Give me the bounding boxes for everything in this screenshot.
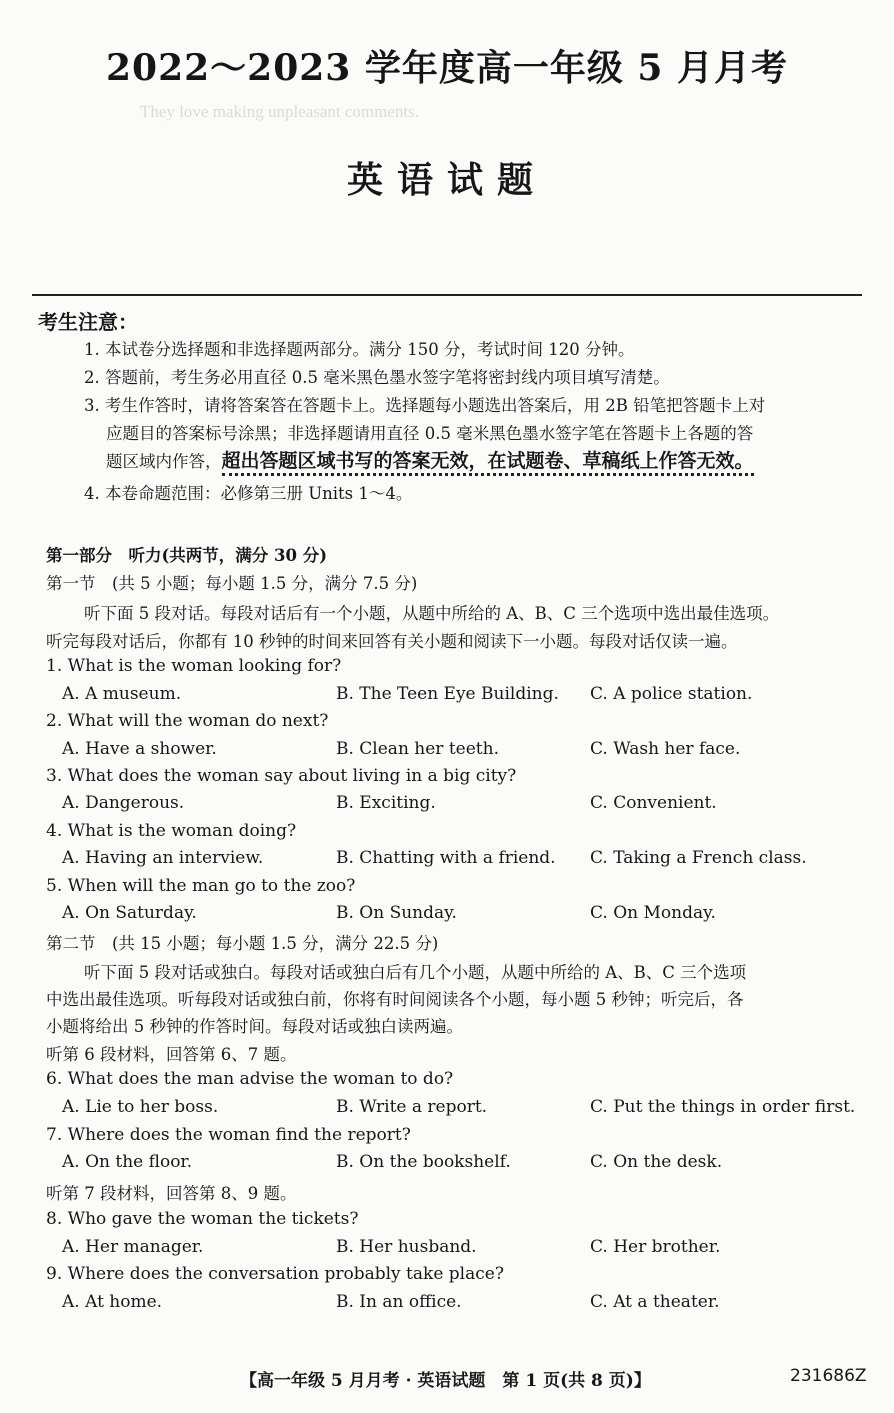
material-6-label: 听第 6 段材料，回答第 6、7 题。 [46,1045,297,1064]
question-1: 1. What is the woman looking for? [46,656,342,676]
question-7-option-c: C. On the desk. [590,1152,723,1172]
notice-item-4: 4. 本卷命题范围：必修第三册 Units 1～4。 [84,484,413,503]
notice-item-2: 2. 答题前，考生务必用直径 0.5 毫米黑色墨水签字笔将密封线内项目填写清楚。 [84,368,670,387]
page-subtitle: 英语试题 [346,159,547,201]
question-4-option-c: C. Taking a French class. [590,848,807,868]
question-7-option-b: B. On the bookshelf. [336,1152,511,1172]
question-7: 7. Where does the woman find the report? [46,1125,411,1145]
question-8-option-b: B. Her husband. [336,1237,477,1257]
question-6-option-b: B. Write a report. [336,1097,488,1117]
question-3-option-a: A. Dangerous. [62,793,185,813]
question-6: 6. What does the man advise the woman to do? [46,1069,454,1089]
question-2-option-b: B. Clean her teeth. [336,739,499,759]
question-5-option-a: A. On Saturday. [62,903,197,923]
question-8-option-a: A. Her manager. [62,1237,204,1257]
section1-instruction-1: 听下面 5 段对话。每段对话后有一个小题，从题中所给的 A、B、C 三个选项中选出最佳选项。 [84,604,780,623]
paper-code: 231686Z [790,1366,867,1386]
notice-item-3-cont: 应题目的答案标号涂黑；非选择题请用直径 0.5 毫米黑色墨水签字笔在答题卡上各题的答 [106,424,754,443]
part1-heading: 第一部分 听力(共两节，满分 30 分) [46,546,328,565]
material-7-label: 听第 7 段材料，回答第 8、9 题。 [46,1184,297,1203]
notice-emphasis [222,446,754,473]
question-2-option-a: A. Have a shower. [62,739,217,759]
emphasis-dots [222,473,754,476]
notice-emphasis-text: 超出答题区域书写的答案无效，在试题卷、草稿纸上作答无效。 [221,450,754,472]
section1-heading: 第一节 (共 5 小题；每小题 1.5 分，满分 7.5 分) [46,574,418,593]
section2-heading: 第二节 (共 15 小题；每小题 1.5 分，满分 22.5 分) [46,934,439,953]
notice-item-3-tail: 题区域内作答， [106,452,222,471]
section1-instruction-2: 听完每段对话后，你都有 10 秒钟的时间来回答有关小题和阅读下一小题。每段对话仅读一遍。 [46,632,738,651]
question-9: 9. Where does the conversation probably take place? [46,1264,504,1284]
page-title: 2022～2023 学年度高一年级 5 月月考 [105,47,789,89]
question-5: 5. When will the man go to the zoo? [46,876,356,896]
question-6-option-a: A. Lie to her boss. [62,1097,219,1117]
notice-item-3-end [106,446,754,473]
question-6-option-c: C. Put the things in order first. [590,1097,856,1117]
question-3-option-b: B. Exciting. [336,793,436,813]
question-4: 4. What is the woman doing? [46,821,297,841]
question-4-option-b: B. Chatting with a friend. [336,848,556,868]
question-2: 2. What will the woman do next? [46,711,329,731]
question-5-option-c: C. On Monday. [590,903,716,923]
question-9-option-b: B. In an office. [336,1292,462,1312]
notice-top-rule [32,294,862,296]
question-3: 3. What does the woman say about living in a big city? [46,766,517,786]
notice-heading: 考生注意： [38,310,138,334]
question-2-option-c: C. Wash her face. [590,739,741,759]
question-9-option-c: C. At a theater. [590,1292,720,1312]
question-7-option-a: A. On the floor. [62,1152,193,1172]
question-1-option-c: C. A police station. [590,684,753,704]
section2-instruction-3: 小题将给出 5 秒钟的作答时间。每段对话或独白读两遍。 [46,1017,463,1036]
question-8-option-c: C. Her brother. [590,1237,721,1257]
bleed-through-text: They love making unpleasant comments. [140,102,420,121]
notice-item-3: 3. 考生作答时，请将答案答在答题卡上。选择题每小题选出答案后，用 2B 铅笔把答题卡上对 [84,396,766,415]
question-1-option-a: A. A museum. [62,684,182,704]
question-1-option-b: B. The Teen Eye Building. [336,684,559,704]
question-5-option-b: B. On Sunday. [336,903,457,923]
question-3-option-c: C. Convenient. [590,793,717,813]
question-9-option-a: A. At home. [62,1292,163,1312]
notice-item-1: 1. 本试卷分选择题和非选择题两部分。满分 150 分，考试时间 120 分钟。 [84,340,635,359]
page-footer: 【高一年级 5 月月考 · 英语试题 第 1 页(共 8 页)】 [240,1371,651,1391]
section2-instruction-1: 听下面 5 段对话或独白。每段对话或独白后有几个小题，从题中所给的 A、B、C 三个选项 [84,963,747,982]
section2-instruction-2: 中选出最佳选项。听每段对话或独白前，你将有时间阅读各个小题，每小题 5 秒钟；听完后，各 [46,990,744,1009]
question-8: 8. Who gave the woman the tickets? [46,1209,359,1229]
question-4-option-a: A. Having an interview. [62,848,264,868]
